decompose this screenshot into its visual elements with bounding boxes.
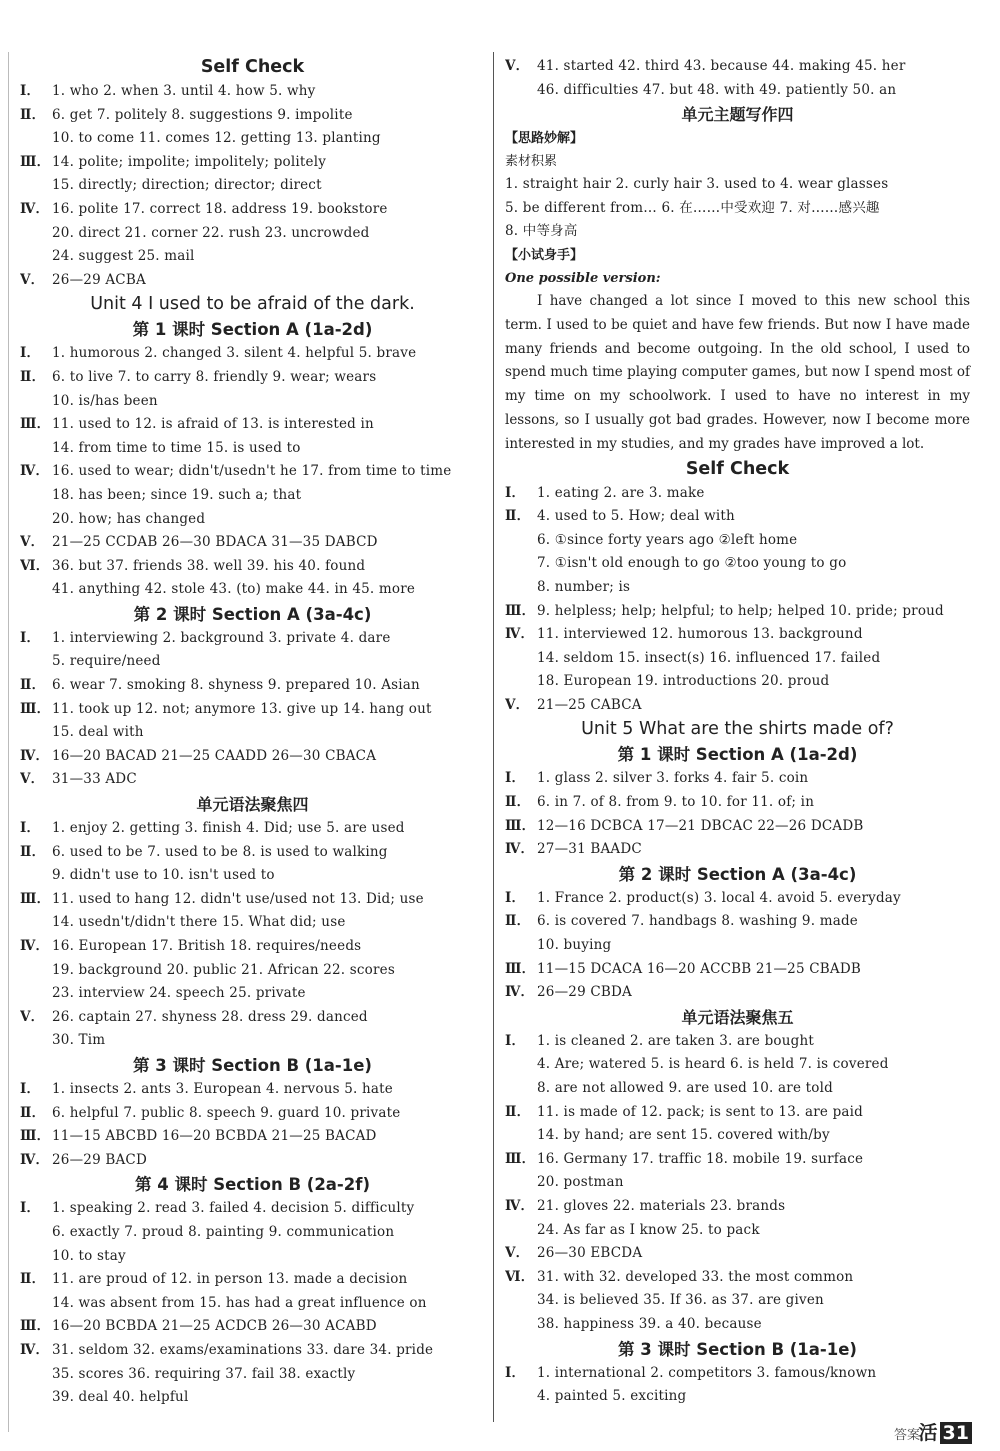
roman-numeral: Ⅰ．: [505, 484, 526, 501]
answer-line-continued: 14. usedn't/didn't there 15. What did; use: [52, 914, 346, 931]
answer-line-continued: 18. European 19. introductions 20. proud: [537, 673, 830, 690]
section-title: Self Check: [200, 57, 305, 77]
answer-text: 16—20 BACAD 21—25 CAADD 26—30 CBACA: [52, 747, 377, 764]
answer-line-continued: 7. ①isn't old enough to go ②too young to go: [537, 555, 847, 572]
answer-line-continued: 8. are not allowed 9. are used 10. are told: [537, 1080, 833, 1097]
answer-text: 26—29 CBDA: [537, 984, 632, 1001]
answer-line-continued: 14. was absent from 15. has had a great influence on: [52, 1294, 427, 1311]
answer-text: 6. is covered 7. handbags 8. washing 9. made: [537, 913, 858, 930]
answer-line: [505, 767, 970, 791]
roman-numeral: Ⅱ．: [505, 1103, 531, 1120]
roman-numeral: Ⅰ．: [505, 1032, 526, 1049]
roman-numeral: Ⅳ．: [505, 1197, 535, 1214]
answer-line-continued: 10. is/has been: [52, 392, 158, 409]
answer-line-continued: 20. postman: [537, 1174, 624, 1191]
answer-line: [505, 482, 970, 506]
answer-line: [505, 838, 970, 862]
answer-line: [20, 151, 485, 175]
answer-text: 26—29 BACD: [52, 1151, 147, 1168]
bracket-tag: 【思路妙解】: [505, 131, 584, 147]
answer-line: [20, 698, 485, 722]
answer-line-continued: 19. background 20. public 21. African 22. scores: [52, 961, 395, 978]
answer-line-continued: 10. to stay: [52, 1247, 126, 1264]
answer-line: [505, 1242, 970, 1266]
answer-line-continued: 5. require/need: [52, 653, 161, 670]
answer-text: 4. used to 5. How; deal with: [537, 508, 735, 525]
roman-numeral: Ⅱ．: [20, 1104, 46, 1121]
answer-text: 16. European 17. British 18. requires/needs: [52, 938, 362, 954]
answer-line-continued: 18. has been; since 19. such a; that: [52, 486, 302, 503]
answer-line-continued: 9. didn't use to 10. isn't used to: [52, 867, 275, 884]
roman-numeral: Ⅱ．: [20, 106, 46, 123]
lesson-heading: 第 1 课时 Section A (1a-2d): [132, 320, 373, 340]
answer-line: [20, 460, 485, 484]
page-edge: [8, 52, 9, 1432]
answer-text: 6. used to be 7. used to be 8. is used to walking: [52, 843, 388, 860]
answer-text: 1. interviewing 2. background 3. private 4. dare: [52, 629, 391, 646]
bracket-tag: 【小试身手】: [505, 247, 584, 263]
answer-text: 16. polite 17. correct 18. address 19. bookstore: [52, 200, 388, 217]
answer-line: [505, 1148, 970, 1172]
roman-numeral: Ⅱ．: [505, 913, 531, 930]
answer-line: [20, 1078, 485, 1102]
answer-text: 21—25 CABCA: [537, 696, 642, 713]
answer-line-continued: 38. happiness 39. a 40. because: [537, 1315, 762, 1332]
answer-line: [505, 981, 970, 1005]
answer-line: [20, 627, 485, 651]
answer-line-continued: 14. seldom 15. insect(s) 16. influenced 17. failed: [537, 649, 881, 666]
right-bottom-section: [505, 457, 970, 1409]
answer-line: [20, 1339, 485, 1363]
roman-numeral: Ⅴ．: [505, 696, 530, 713]
answer-line-continued: 10. buying: [537, 937, 612, 954]
roman-numeral: Ⅰ．: [505, 770, 526, 787]
answer-line: [505, 1195, 970, 1219]
roman-numeral: Ⅲ．: [20, 1128, 51, 1145]
answer-line-continued: 24. suggest 25. mail: [52, 248, 195, 265]
answer-text: 11. used to hang 12. didn't use/used not 13. Did; use: [52, 890, 424, 907]
answer-text: 9. helpless; help; helpful; to help; helped 10. pride; proud: [537, 602, 944, 619]
chinese-section-heading: 单元语法聚焦五: [681, 1007, 794, 1027]
answer-line-continued: 4. Are; watered 5. is heard 6. is held 7. is covered: [537, 1056, 889, 1073]
unit-heading: Unit 5 What are the shirts made of?: [581, 719, 894, 740]
answer-text: 1. eating 2. are 3. make: [537, 484, 705, 501]
answer-text: 26—30 EBCDA: [537, 1245, 643, 1262]
answer-text: 16. Germany 17. traffic 18. mobile 19. surface: [537, 1150, 864, 1167]
answer-text: 16. used to wear; didn't/usedn't he 17. from time to time: [52, 463, 452, 480]
answer-line: [20, 1197, 485, 1221]
answer-line: [20, 198, 485, 222]
answer-text: 12—16 DCBCA 17—21 DBCAC 22—26 DCADB: [537, 817, 864, 834]
roman-numeral: Ⅳ．: [20, 200, 50, 217]
answer-line: [505, 910, 970, 934]
roman-numeral: Ⅲ．: [20, 153, 51, 170]
answer-text: 1. France 2. product(s) 3. local 4. avoid 5. everyday: [537, 889, 901, 906]
roman-numeral: Ⅲ．: [20, 890, 51, 907]
answer-line: [505, 1266, 970, 1290]
answer-text: 26. captain 27. shyness 28. dress 29. danced: [52, 1008, 368, 1025]
roman-numeral: Ⅰ．: [505, 1364, 526, 1381]
answer-text: 21. gloves 22. materials 23. brands: [537, 1197, 786, 1214]
answer-line: [20, 888, 485, 912]
answer-text: 1. is cleaned 2. are taken 3. are bought: [537, 1032, 815, 1049]
answer-line: [20, 104, 485, 128]
answer-text: 31—33 ADC: [52, 771, 137, 788]
answer-text: 6. get 7. politely 8. suggestions 9. impolite: [52, 106, 353, 123]
roman-numeral: Ⅳ．: [20, 1341, 50, 1358]
answer-line: [505, 815, 970, 839]
roman-numeral: Ⅳ．: [20, 1151, 50, 1168]
answer-line: [505, 1030, 970, 1054]
roman-numeral: Ⅰ．: [20, 629, 41, 646]
roman-numeral: Ⅴ．: [20, 271, 45, 288]
essay-paragraph: I have changed a lot since I moved to this new school this term. I used to be quiet and have few friends. But now I have made many friends and become outgoing. In the old school, I used to spend much time playing computer games, but now I spend most of my time on my schoolwork. I used to have no interest in my lessons, so I usually got bad grades. However, now I become more interested in my studies, and my grades have improved a lot.: [505, 292, 970, 452]
answer-line-continued: 15. deal with: [52, 724, 144, 741]
answer-line: [20, 366, 485, 390]
roman-numeral: Ⅴ．: [505, 58, 530, 74]
answer-line: [20, 841, 485, 865]
answer-line-continued: 20. how; has changed: [52, 510, 206, 527]
answer-line: [20, 413, 485, 437]
roman-numeral: Ⅲ．: [20, 700, 51, 717]
column-divider: [493, 52, 494, 1422]
answer-line: [20, 342, 485, 366]
roman-numeral: Ⅰ．: [20, 820, 41, 837]
answer-line-continued: 30. Tim: [52, 1032, 106, 1049]
roman-numeral: Ⅰ．: [20, 1200, 41, 1217]
answer-line-continued: 8. number; is: [537, 578, 631, 595]
answer-line-continued: 6. exactly 7. proud 8. painting 9. communication: [52, 1223, 395, 1240]
footer-label: 答案: [893, 1428, 920, 1443]
left-column: [20, 55, 485, 1410]
chinese-section-heading: 单元语法聚焦四: [196, 795, 309, 815]
answer-line: [505, 958, 970, 982]
answer-line: [20, 1149, 485, 1173]
answer-line: [505, 55, 970, 79]
answer-line: [505, 694, 970, 718]
roman-numeral: Ⅱ．: [20, 1271, 46, 1288]
answer-line: [20, 1102, 485, 1126]
answer-line: [20, 935, 485, 959]
answer-line-continued: 23. interview 24. speech 25. private: [52, 985, 306, 1002]
material-line: 8. 中等身高: [505, 223, 578, 240]
roman-numeral: Ⅲ．: [20, 1318, 51, 1335]
roman-numeral: Ⅱ．: [20, 843, 46, 860]
roman-numeral: Ⅰ．: [20, 345, 41, 362]
answer-line-continued: 14. from time to time 15. is used to: [52, 439, 301, 456]
answer-text: 1. who 2. when 3. until 4. how 5. why: [52, 83, 316, 99]
page-prefix: 活: [918, 1422, 938, 1444]
answer-line: [20, 269, 485, 293]
answer-text: 6. wear 7. smoking 8. shyness 9. prepared 10. Asian: [52, 677, 420, 694]
answer-line-continued: 39. deal 40. helpful: [52, 1389, 189, 1406]
roman-numeral: Ⅵ．: [20, 557, 50, 574]
roman-numeral: Ⅲ．: [20, 416, 51, 433]
page-number: [919, 1418, 972, 1445]
roman-numeral: Ⅵ．: [505, 1268, 535, 1285]
answer-line-continued: 10. to come 11. comes 12. getting 13. planting: [52, 130, 381, 147]
answer-text: 11. took up 12. not; anymore 13. give up 14. hang out: [52, 700, 432, 717]
answer-line: [20, 1268, 485, 1292]
answer-line: [20, 1315, 485, 1339]
material-line: 5. be different from… 6. 在……中受欢迎 7. 对……感兴趣: [505, 199, 880, 216]
roman-numeral: Ⅴ．: [20, 1008, 45, 1025]
answer-text: 1. enjoy 2. getting 3. finish 4. Did; use 5. are used: [52, 820, 405, 837]
answer-line-continued: 4. painted 5. exciting: [537, 1388, 687, 1405]
answer-text: 6. to live 7. to carry 8. friendly 9. wear; wears: [52, 368, 377, 385]
roman-numeral: Ⅰ．: [505, 889, 526, 906]
answer-line: [20, 674, 485, 698]
lesson-heading: 第 2 课时 Section A (3a-4c): [618, 864, 857, 884]
answer-line: [505, 1362, 970, 1386]
right-top-section: [505, 55, 970, 290]
answer-line: [20, 745, 485, 769]
answer-text: 1. glass 2. silver 3. forks 4. fair 5. coin: [537, 770, 809, 787]
answer-line: [505, 505, 970, 529]
lesson-heading: 第 3 课时 Section B (1a-1e): [133, 1055, 372, 1075]
roman-numeral: Ⅴ．: [20, 771, 45, 788]
roman-numeral: Ⅳ．: [505, 841, 535, 858]
answer-line-continued: 20. direct 21. corner 22. rush 23. uncrowded: [52, 224, 370, 241]
roman-numeral: Ⅱ．: [20, 368, 46, 385]
answer-line: [20, 531, 485, 555]
roman-numeral: Ⅲ．: [505, 1150, 536, 1167]
roman-numeral: Ⅳ．: [505, 626, 535, 643]
answer-text: 21—25 CCDAB 26—30 BDACA 31—35 DABCD: [52, 534, 378, 551]
answer-line: [505, 600, 970, 624]
lesson-heading: 第 4 课时 Section B (2a-2f): [135, 1175, 370, 1195]
version-label: One possible version:: [505, 270, 661, 286]
answer-line-continued: 35. scores 36. requiring 37. fail 38. exactly: [52, 1365, 356, 1382]
answer-line-continued: 46. difficulties 47. but 48. with 49. patiently 50. an: [537, 81, 897, 98]
answer-line-continued: 34. is believed 35. If 36. as 37. are given: [537, 1292, 824, 1309]
answer-text: 11. interviewed 12. humorous 13. background: [537, 626, 863, 643]
roman-numeral: Ⅳ．: [20, 747, 50, 764]
answer-line: [20, 555, 485, 579]
answer-line: [20, 768, 485, 792]
page-number-box: 31: [940, 1422, 972, 1444]
roman-numeral: Ⅲ．: [505, 960, 536, 977]
answer-line: [505, 1101, 970, 1125]
chinese-section-heading: 单元主题写作四: [681, 105, 794, 125]
answer-text: 11—15 ABCBD 16—20 BCBDA 21—25 BACAD: [52, 1128, 377, 1145]
unit-heading: Unit 4 I used to be afraid of the dark.: [90, 294, 415, 315]
roman-numeral: Ⅴ．: [20, 534, 45, 551]
answer-text: 1. insects 2. ants 3. European 4. nervous 5. hate: [52, 1080, 393, 1097]
answer-text: 31. seldom 32. exams/examinations 33. dare 34. pride: [52, 1341, 434, 1358]
answer-text: 1. international 2. competitors 3. famous/known: [537, 1364, 877, 1381]
answer-text: 16—20 BCBDA 21—25 ACDCB 26—30 ACABD: [52, 1318, 377, 1335]
roman-numeral: Ⅱ．: [505, 794, 531, 811]
answer-text: 36. but 37. friends 38. well 39. his 40. found: [52, 557, 366, 574]
answer-line-continued: 15. directly; direction; director; direct: [52, 177, 322, 194]
answer-line: [20, 80, 485, 104]
subheading: 素材积累: [505, 154, 558, 170]
answer-line: [505, 887, 970, 911]
roman-numeral: Ⅲ．: [505, 602, 536, 619]
answer-text: 11—15 DCACA 16—20 ACCBB 21—25 CBADB: [537, 960, 861, 977]
answer-text: 6. in 7. of 8. from 9. to 10. for 11. of; in: [537, 794, 815, 811]
right-column: [505, 55, 970, 1409]
lesson-heading: 第 3 课时 Section B (1a-1e): [618, 1339, 857, 1359]
answer-line: [505, 623, 970, 647]
roman-numeral: Ⅳ．: [20, 938, 50, 954]
answer-text: 41. started 42. third 43. because 44. making 45. her: [537, 58, 906, 74]
material-line: 1. straight hair 2. curly hair 3. used to 4. wear glasses: [505, 176, 889, 193]
answer-line: [20, 1125, 485, 1149]
lesson-heading: 第 1 课时 Section A (1a-2d): [617, 745, 858, 765]
section-title: Self Check: [685, 458, 790, 479]
roman-numeral: Ⅳ．: [20, 463, 50, 480]
answer-text: 11. used to 12. is afraid of 13. is interested in: [52, 416, 374, 433]
roman-numeral: Ⅰ．: [20, 1080, 41, 1097]
answer-text: 26—29 ACBA: [52, 271, 146, 288]
answer-text: 27—31 BAADC: [537, 841, 642, 858]
answer-text: 11. is made of 12. pack; is sent to 13. are paid: [537, 1103, 864, 1120]
roman-numeral: Ⅴ．: [505, 1245, 530, 1262]
answer-line-continued: 41. anything 42. stole 43. (to) make 44. in 45. more: [52, 581, 416, 598]
answer-line: [20, 817, 485, 841]
answer-text: 6. helpful 7. public 8. speech 9. guard 10. private: [52, 1104, 401, 1121]
roman-numeral: Ⅱ．: [20, 677, 46, 694]
roman-numeral: Ⅰ．: [20, 83, 41, 99]
answer-text: 11. are proud of 12. in person 13. made a decision: [52, 1271, 408, 1288]
answer-text: 31. with 32. developed 33. the most common: [537, 1268, 854, 1285]
answer-text: 1. speaking 2. read 3. failed 4. decision 5. difficulty: [52, 1200, 415, 1217]
lesson-heading: 第 2 课时 Section A (3a-4c): [133, 604, 372, 624]
answer-line: [20, 1006, 485, 1030]
answer-line-continued: 24. As far as I know 25. to pack: [537, 1221, 760, 1238]
answer-line-continued: 14. by hand; are sent 15. covered with/by: [537, 1127, 830, 1144]
answer-line: [505, 791, 970, 815]
roman-numeral: Ⅳ．: [505, 984, 535, 1001]
answer-text: 14. polite; impolite; impolitely; politely: [52, 153, 327, 170]
answer-line-continued: 6. ①since forty years ago ②left home: [537, 531, 798, 548]
answer-text: 1. humorous 2. changed 3. silent 4. helpful 5. brave: [52, 345, 417, 362]
roman-numeral: Ⅱ．: [505, 508, 531, 525]
roman-numeral: Ⅲ．: [505, 817, 536, 834]
